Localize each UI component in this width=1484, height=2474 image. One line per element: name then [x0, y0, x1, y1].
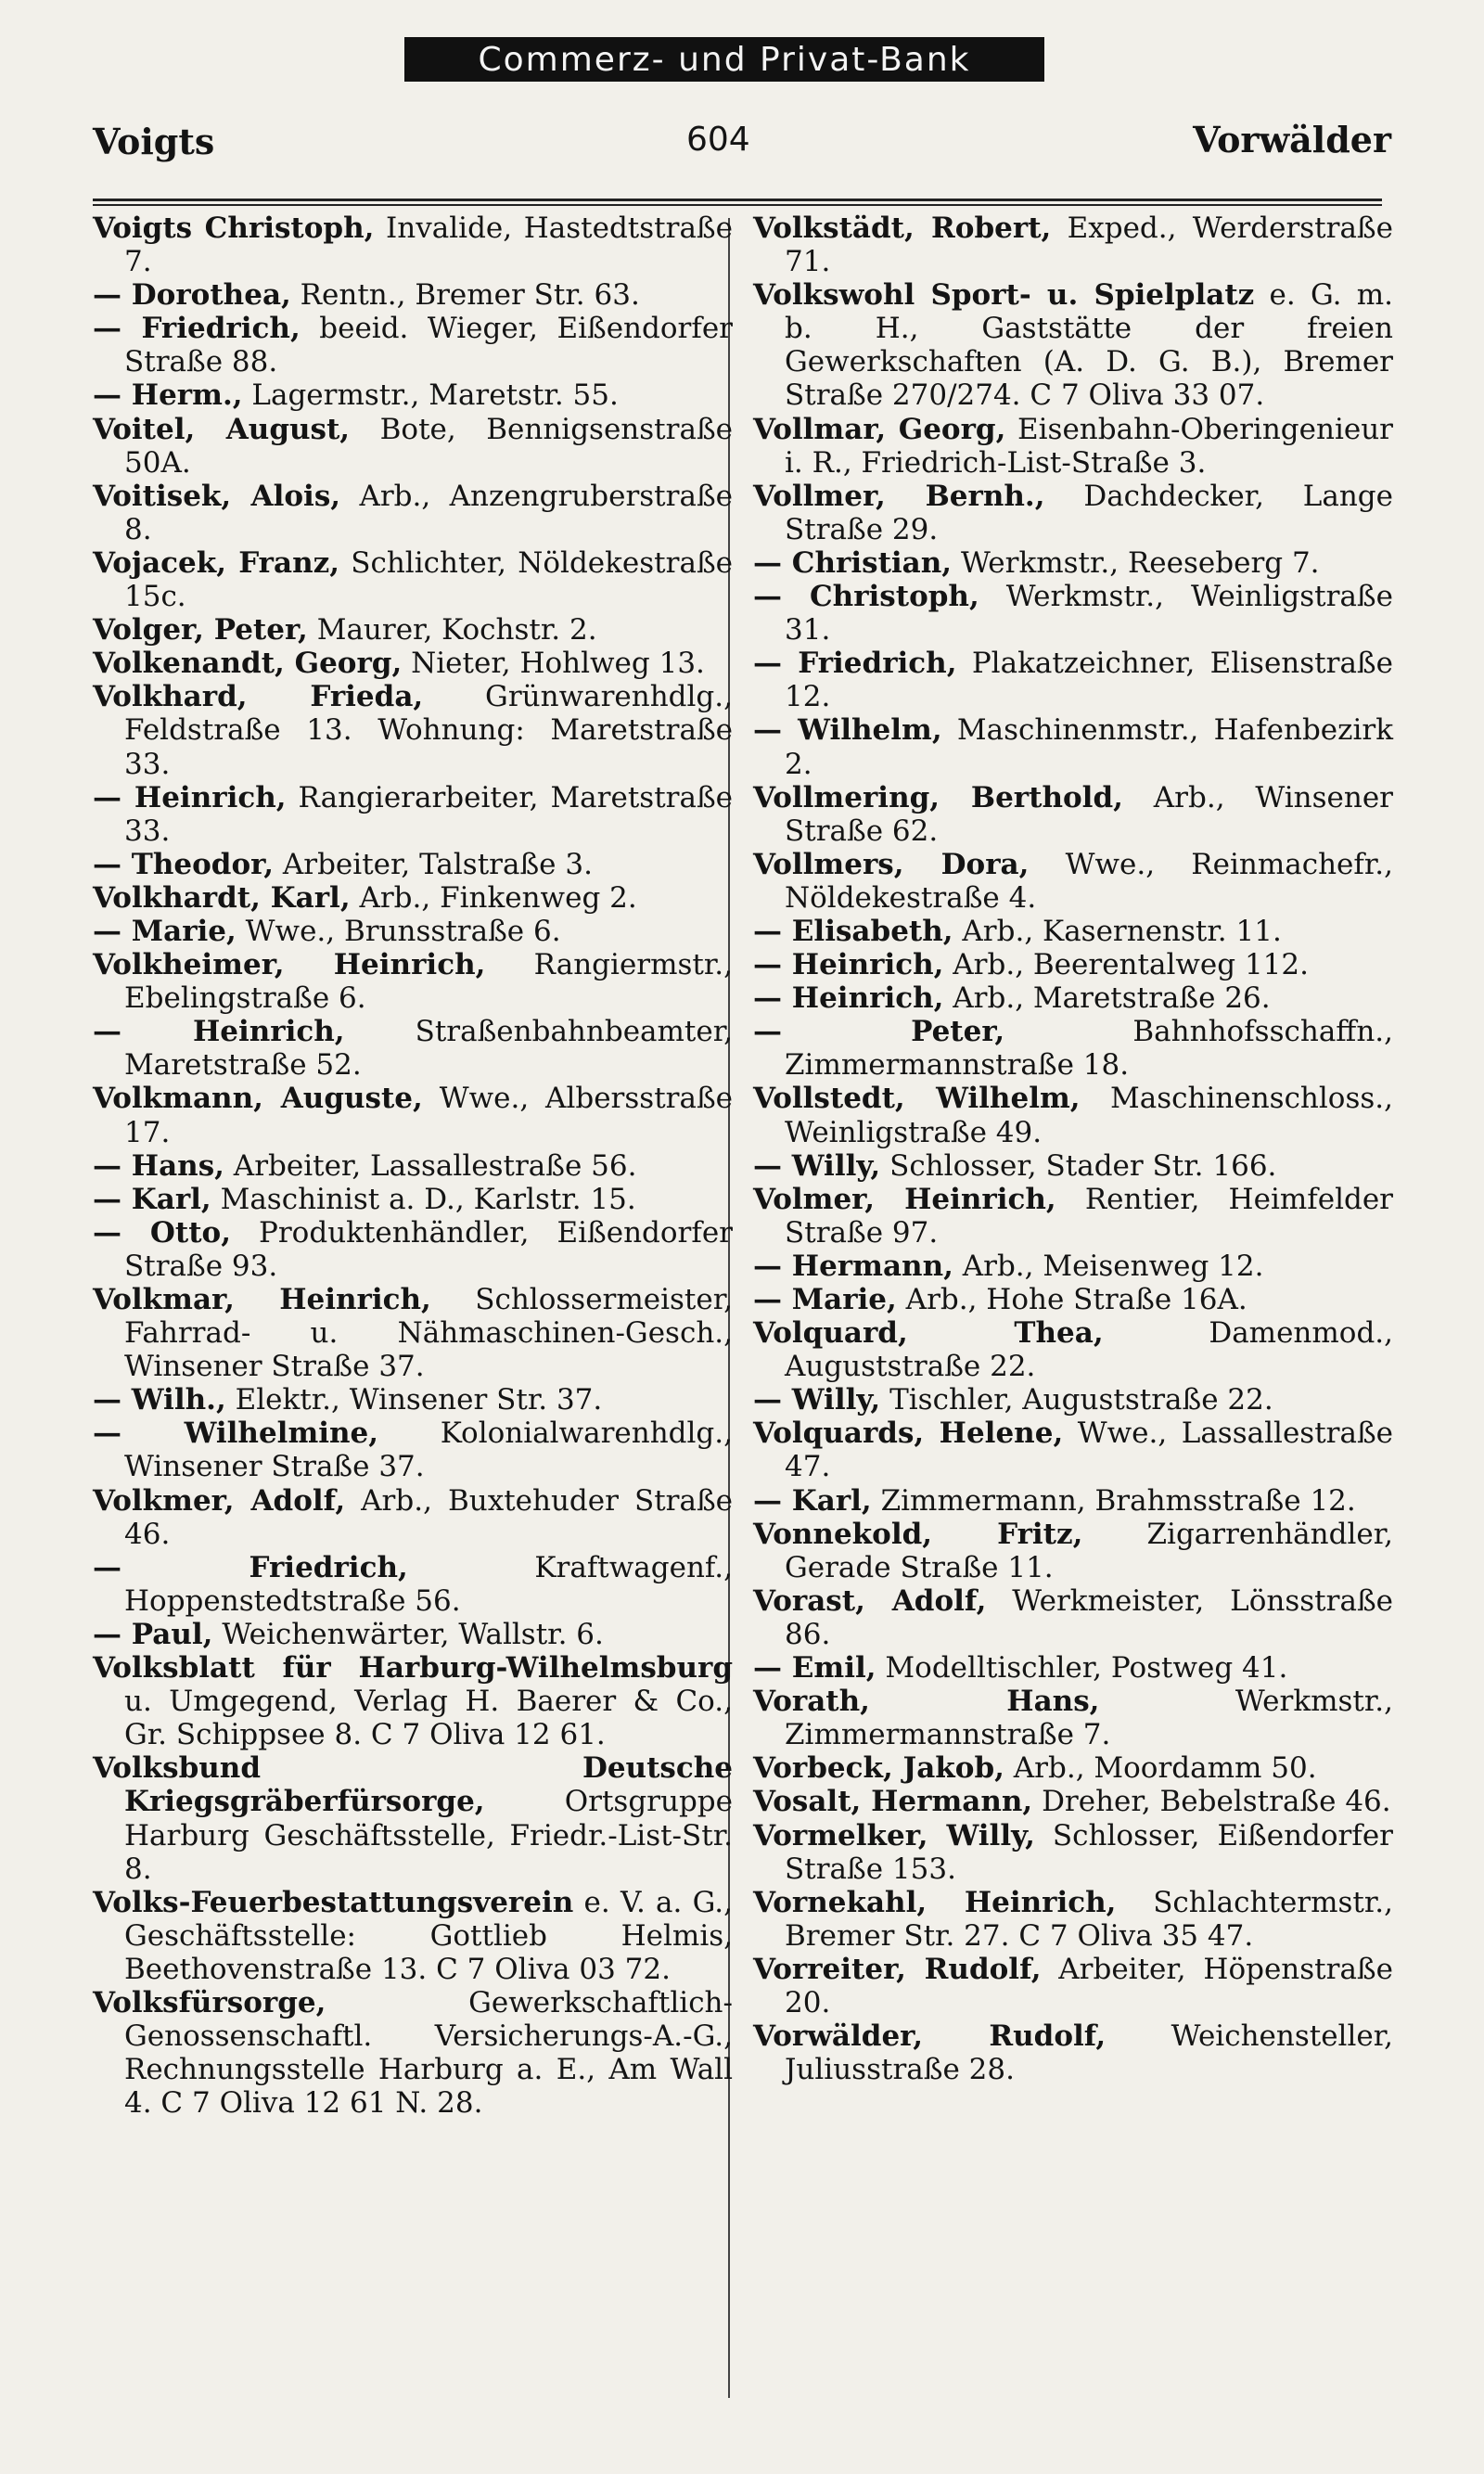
entry-details: Nieter, Hohlweg 13.	[402, 647, 705, 681]
entry-details: Arb., Maretstraße 26.	[943, 981, 1271, 1016]
entry-name: Volksbund Deutsche Kriegsgräberfürsorge,	[93, 1751, 733, 1819]
entry-name: — Christoph,	[753, 580, 979, 614]
entry-details: Rangiermstr., Ebelingstraße 6.	[124, 948, 733, 1016]
entry-name: Vojacek, Franz,	[93, 545, 340, 580]
entry-name: Voitel, August,	[93, 412, 351, 446]
page-number: 604	[686, 121, 750, 159]
entry-details: u. Umgegend, Verlag H. Baerer & Co., Gr. Schippsee 8. C 7 Oliva 12 61.	[124, 1685, 733, 1752]
entry-name: — Marie,	[753, 1283, 897, 1316]
entry-details: Elektr., Winsener Str. 37.	[225, 1383, 603, 1417]
directory-entry	[753, 1584, 1393, 1651]
entry-details: Produktenhändler, Eißendorfer Straße 93.	[124, 1215, 733, 1283]
directory-entry	[753, 848, 1393, 915]
entry-name: Volksfürsorge,	[93, 1985, 326, 2019]
entry-name: — Karl,	[93, 1182, 211, 1216]
entry-details: Kraftwagenf., Hoppenstedtstraße 56.	[124, 1550, 733, 1618]
entry-name: — Marie,	[93, 914, 237, 948]
entry-details: Zigarrenhändler, Gerade Straße 11.	[785, 1517, 1393, 1584]
directory-entry	[753, 1015, 1393, 1082]
entry-details: Wwe., Brunsstraße 6.	[236, 914, 561, 948]
directory-entry	[753, 948, 1393, 981]
entry-name: — Willy,	[753, 1148, 881, 1183]
directory-entry	[753, 1953, 1393, 2019]
directory-entry	[93, 680, 733, 780]
directory-entry	[93, 1484, 733, 1551]
directory-entry	[753, 1082, 1393, 1148]
entry-name: — Wilh.,	[93, 1383, 226, 1417]
entry-name: Volquard, Thea,	[753, 1316, 1104, 1351]
entry-details: Arb., Meisenweg 12.	[953, 1249, 1264, 1283]
entry-name: — Karl,	[753, 1483, 872, 1518]
directory-entry	[753, 1183, 1393, 1250]
directory-entry	[93, 1651, 733, 1751]
entry-name: Vollmering, Berthold,	[753, 780, 1123, 814]
entry-details: Weichenwärter, Wallstr. 6.	[212, 1617, 604, 1651]
directory-entry	[753, 546, 1393, 580]
directory-entry	[753, 1484, 1393, 1518]
directory-entry	[93, 1015, 733, 1082]
entry-details: Wwe., Albersstraße 17.	[124, 1082, 733, 1149]
entry-name: — Friedrich,	[753, 647, 957, 681]
entry-name: Volkhardt, Karl,	[93, 880, 351, 915]
directory-entry	[753, 1149, 1393, 1183]
entry-name: Volmer, Heinrich,	[753, 1182, 1056, 1216]
entry-name: Vollmer, Bernh.,	[753, 479, 1045, 513]
entry-details: Werkmstr., Weinligstraße 31.	[785, 580, 1393, 647]
directory-entry	[753, 713, 1393, 780]
entry-name: — Friedrich,	[93, 1550, 408, 1584]
entry-details: Bote, Bennigsenstraße 50A.	[124, 412, 733, 480]
entry-name: — Heinrich,	[753, 981, 944, 1016]
directory-entry	[753, 1518, 1393, 1584]
entry-name: — Heinrich,	[753, 948, 944, 982]
directory-entry	[93, 1149, 733, 1183]
directory-entry	[753, 1819, 1393, 1886]
directory-entry	[93, 378, 733, 412]
directory-entry	[93, 881, 733, 915]
entry-name: Volkheimer, Heinrich,	[93, 948, 486, 982]
entry-name: Voitisek, Alois,	[93, 479, 341, 513]
directory-entry	[93, 278, 733, 312]
entry-name: Volksblatt für Harburg-Wilhelmsburg	[93, 1651, 733, 1686]
directory-entry	[93, 1216, 733, 1283]
entry-details: Werkmeister, Lönsstraße 86.	[785, 1583, 1393, 1651]
entry-name: Vollmar, Georg,	[753, 412, 1006, 446]
entry-details: Rangierarbeiter, Maretstraße 33.	[124, 780, 734, 848]
entry-name: Volger, Peter,	[93, 613, 308, 647]
directory-entry	[753, 981, 1393, 1015]
entry-details: Schlossermeister, Fahrrad- u. Nähmaschinen-Gesch., Winsener Straße 37.	[124, 1283, 733, 1384]
entry-details: Arb., Beerentalweg 112.	[943, 948, 1309, 982]
entry-name: Volkhard, Frieda,	[93, 680, 424, 714]
entry-details: Schlachtermstr., Bremer Str. 27. C 7 Oliva 35 47.	[785, 1885, 1393, 1953]
entry-name: — Theodor,	[93, 847, 275, 881]
entry-name: Volkmer, Adolf,	[93, 1483, 346, 1518]
entry-details: e. V. a. G., Geschäftsstelle: Gottlieb Helmis, Beethovenstraße 13. C 7 Oliva 03 72.	[124, 1885, 733, 1986]
entry-details: Schlichter, Nöldekestraße 15c.	[124, 545, 733, 614]
directory-entry	[753, 480, 1393, 546]
directory-entry	[93, 1618, 733, 1651]
entry-name: Voigts Christoph,	[93, 212, 375, 245]
header-left-keyword: Voigts	[93, 121, 215, 162]
directory-entry	[93, 647, 733, 680]
directory-entry	[93, 948, 733, 1015]
directory-entry	[93, 1082, 733, 1148]
entry-name: Vormelker, Willy,	[753, 1818, 1035, 1852]
directory-entry	[753, 1383, 1393, 1416]
entry-details: Arb., Kasernenstr. 11.	[953, 914, 1282, 948]
entry-name: — Friedrich,	[93, 312, 301, 346]
directory-entry	[753, 915, 1393, 948]
entry-details: Schlosser, Eißendorfer Straße 153.	[785, 1818, 1393, 1886]
entry-details: Arb., Anzengruberstraße 8.	[124, 479, 733, 546]
directory-entry	[753, 1316, 1393, 1383]
entry-name: — Heinrich,	[93, 1015, 345, 1049]
directory-column-right	[753, 212, 1393, 2086]
entry-name: Vollstedt, Wilhelm,	[753, 1082, 1081, 1116]
running-head	[93, 109, 1391, 165]
directory-entry	[93, 1751, 733, 1885]
entry-details: Arb., Hohe Straße 16A.	[896, 1283, 1247, 1316]
directory-entry	[93, 546, 733, 613]
entry-name: Vollmers, Dora,	[753, 847, 1030, 881]
bank-advertisement-banner: Commerz- und Privat-Bank	[404, 37, 1044, 82]
directory-entry	[93, 1416, 733, 1483]
entry-details: Arb., Finkenweg 2.	[350, 880, 637, 915]
header-right-keyword: Vorwälder	[1193, 119, 1391, 160]
entry-name: Volquards, Helene,	[753, 1416, 1064, 1451]
directory-entry	[753, 647, 1393, 713]
entry-name: Volkstädt, Robert,	[753, 212, 1052, 245]
directory-entry	[753, 413, 1393, 480]
entry-name: Vorwälder, Rudolf,	[753, 2019, 1107, 2054]
entry-details: Lagermstr., Maretstr. 55.	[242, 378, 619, 413]
directory-entry	[93, 413, 733, 480]
entry-details: Kolonialwarenhdlg., Winsener Straße 37.	[124, 1416, 733, 1484]
entry-details: Weichensteller, Juliusstraße 28.	[785, 2019, 1393, 2087]
entry-name: — Christian,	[753, 545, 953, 580]
entry-details: Eisenbahn-Oberingenieur i. R., Friedrich-List-Straße 3.	[785, 412, 1393, 480]
header-double-rule	[93, 199, 1382, 206]
entry-name: — Hans,	[93, 1148, 224, 1183]
entry-name: — Willy,	[753, 1383, 881, 1417]
entry-details: Dreher, Bebelstraße 46.	[1032, 1785, 1391, 1819]
entry-name: — Otto,	[93, 1215, 232, 1250]
directory-entry	[93, 1551, 733, 1618]
entry-details: Arbeiter, Lassallestraße 56.	[224, 1148, 637, 1183]
entry-name: Vorbeck, Jakob,	[753, 1751, 1004, 1786]
entry-details: Maschinenschloss., Weinligstraße 49.	[785, 1082, 1393, 1149]
entry-details: Damenmod., Auguststraße 22.	[785, 1316, 1393, 1384]
entry-details: Ortsgruppe Harburg Geschäftsstelle, Friedr.-List-Str. 8.	[124, 1785, 733, 1886]
entry-details: Invalide, Hastedtstraße 7.	[124, 212, 733, 279]
entry-name: Volks-Feuerbestattungsverein	[93, 1885, 574, 1919]
directory-entry	[753, 1886, 1393, 1953]
entry-details: Maschinenmstr., Hafenbezirk 2.	[785, 713, 1393, 781]
entry-name: Volkmann, Auguste,	[93, 1082, 423, 1116]
directory-entry	[753, 1685, 1393, 1751]
directory-entry	[753, 1250, 1393, 1283]
entry-details: Straßenbahnbeamter, Maretstraße 52.	[124, 1015, 734, 1083]
directory-entry	[93, 613, 733, 647]
entry-details: Grünwarenhdlg., Feldstraße 13. Wohnung: Maretstraße 33.	[124, 680, 733, 781]
entry-details: Wwe., Reinmachefr., Nöldekestraße 4.	[785, 847, 1394, 915]
entry-details: Plakatzeichner, Elisenstraße 12.	[785, 647, 1393, 714]
entry-details: e. G. m. b. H., Gaststätte der freien Gewerkschaften (A. D. G. B.), Bremer Straße 270/274. C 7 Oliva 33 07.	[785, 278, 1393, 413]
entry-name: — Elisabeth,	[753, 914, 953, 948]
entry-name: Volkmar, Heinrich,	[93, 1283, 431, 1316]
directory-entry	[93, 480, 733, 546]
directory-entry	[93, 848, 733, 881]
directory-entry	[93, 1986, 733, 2120]
entry-name: — Wilhelmine,	[93, 1416, 379, 1451]
entry-details: Arb., Moordamm 50.	[1004, 1751, 1317, 1786]
directory-entry	[753, 1785, 1393, 1818]
entry-details: Rentn., Bremer Str. 63.	[290, 278, 640, 313]
entry-name: — Herm.,	[93, 378, 243, 413]
entry-details: Zimmermann, Brahmsstraße 12.	[871, 1483, 1356, 1518]
directory-entry	[753, 580, 1393, 647]
entry-details: Dachdecker, Lange Straße 29.	[785, 479, 1393, 546]
entry-details: Bahnhofsschaffn., Zimmermannstraße 18.	[785, 1015, 1393, 1083]
entry-name: Vonnekold, Fritz,	[753, 1517, 1083, 1551]
entry-details: beeid. Wieger, Eißendorfer Straße 88.	[124, 312, 733, 379]
directory-entry	[753, 2019, 1393, 2086]
directory-entry	[93, 312, 733, 378]
directory-entry	[753, 1651, 1393, 1685]
entry-name: — Heinrich,	[93, 780, 287, 814]
entry-details: Maschinist a. D., Karlstr. 15.	[211, 1182, 636, 1216]
entry-name: Vornekahl, Heinrich,	[753, 1885, 1117, 1919]
entry-details: Exped., Werderstraße 71.	[785, 212, 1393, 279]
directory-entry	[753, 1283, 1393, 1316]
directory-entry	[93, 781, 733, 848]
entry-details: Tischler, Auguststraße 22.	[880, 1383, 1273, 1417]
entry-name: Vorast, Adolf,	[753, 1583, 987, 1618]
entry-name: — Paul,	[93, 1617, 213, 1651]
entry-details: Arb., Winsener Straße 62.	[785, 780, 1393, 848]
entry-name: Vosalt, Hermann,	[753, 1785, 1033, 1819]
entry-details: Wwe., Lassallestraße 47.	[785, 1416, 1394, 1484]
entry-details: Maurer, Kochstr. 2.	[307, 613, 597, 647]
directory-entry	[93, 1886, 733, 1986]
directory-entry	[93, 212, 733, 278]
entry-details: Werkmstr., Reeseberg 7.	[952, 545, 1320, 580]
entry-details: Arbeiter, Höpenstraße 20.	[785, 1952, 1393, 2019]
directory-entry	[753, 781, 1393, 848]
entry-details: Modelltischler, Postweg 41.	[876, 1651, 1288, 1686]
entry-name: Vorreiter, Rudolf,	[753, 1952, 1042, 1986]
entry-details: Arbeiter, Talstraße 3.	[274, 847, 593, 881]
entry-details: Arb., Buxtehuder Straße 46.	[124, 1483, 734, 1551]
entry-name: — Dorothea,	[93, 278, 291, 313]
directory-entry	[753, 212, 1393, 278]
directory-entry	[753, 278, 1393, 412]
entry-name: — Peter,	[753, 1015, 1005, 1049]
directory-entry	[93, 915, 733, 948]
entry-details: Schlosser, Stader Str. 166.	[880, 1148, 1277, 1183]
directory-entry	[93, 1183, 733, 1216]
directory-entry	[93, 1383, 733, 1416]
directory-entry	[93, 1283, 733, 1383]
directory-entry	[753, 1416, 1393, 1483]
entry-details: Rentier, Heimfelder Straße 97.	[785, 1182, 1393, 1250]
entry-name: — Wilhelm,	[753, 713, 942, 748]
entry-name: Vorath, Hans,	[753, 1685, 1100, 1719]
entry-name: — Emil,	[753, 1651, 876, 1686]
entry-name: Volkenandt, Georg,	[93, 647, 403, 681]
directory-entry	[753, 1751, 1393, 1785]
entry-name: — Hermann,	[753, 1249, 953, 1283]
entry-name: Volkswohl Sport- u. Spielplatz	[753, 278, 1255, 313]
entry-details: Werkmstr., Zimmermannstraße 7.	[785, 1685, 1393, 1752]
directory-column-left	[93, 212, 733, 2120]
entry-details: Gewerkschaftlich-Genossenschaftl. Versicherungs-A.-G., Rechnungsstelle Harburg a. E., Am Wall 4. C 7 Oliva 12 61 N. 28.	[124, 1985, 733, 2121]
